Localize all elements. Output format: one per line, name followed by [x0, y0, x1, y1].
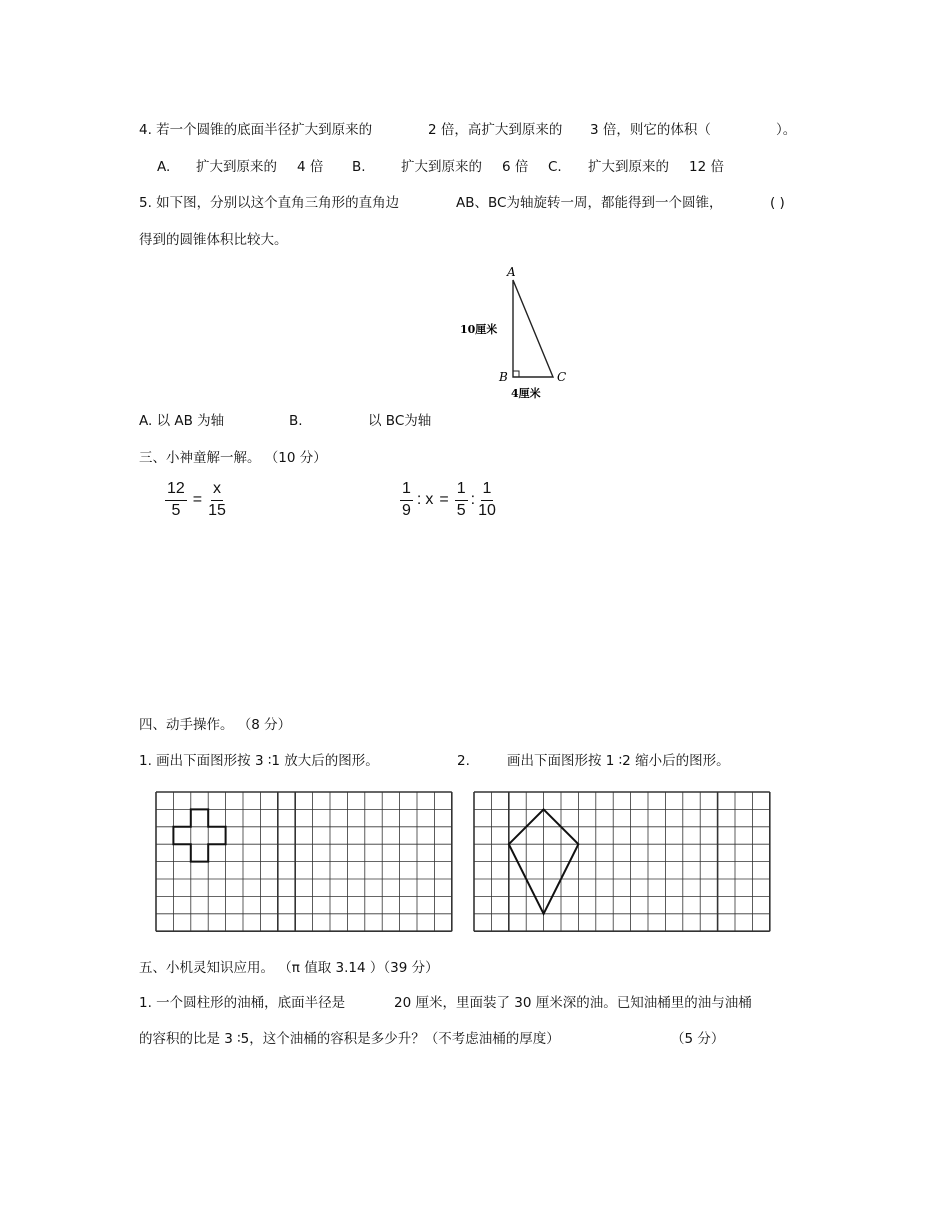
- numerator: 12: [165, 481, 187, 501]
- q4-option-b-text: 扩大到原来的: [401, 159, 482, 175]
- q5-option-a: A. 以 AB 为轴: [139, 413, 225, 429]
- equals-sign: =: [439, 491, 449, 509]
- q4-stem-c: 3 倍，则它的体积（: [590, 122, 711, 138]
- vertex-a-label: A: [507, 265, 516, 279]
- q4-option-c-num: 12 倍: [689, 159, 724, 175]
- q5-option-b-letter: B.: [289, 413, 303, 429]
- equals-sign: =: [192, 491, 203, 509]
- numerator: 1: [455, 481, 468, 501]
- colon: :: [470, 491, 476, 509]
- q4-option-b-num: 6 倍: [502, 159, 529, 175]
- section4-title: 四、动手操作。 （8 分）: [139, 717, 292, 733]
- vertex-b-label: B: [499, 370, 508, 384]
- q5-answer-paren: ( ): [770, 195, 785, 211]
- side-bc-label: 4厘米: [511, 387, 541, 400]
- denominator: 5: [456, 501, 466, 519]
- cross-shape: [173, 809, 225, 861]
- grid-left: [154, 790, 456, 934]
- equation-1: [163, 481, 228, 520]
- section3-title: 三、小神童解一解。 （10 分）: [139, 450, 327, 466]
- denominator: 10: [478, 501, 496, 519]
- task2-instruction: 画出下面图形按 1 ∶2 缩小后的图形。: [507, 753, 730, 769]
- q4-option-a-text: 扩大到原来的: [196, 159, 277, 175]
- numerator: x: [211, 481, 223, 501]
- q4-stem-d: ）。: [776, 122, 797, 138]
- denominator: 15: [208, 501, 226, 519]
- grid-right: [472, 790, 774, 934]
- fraction-12-5: [165, 481, 187, 520]
- denominator: 9: [402, 501, 411, 519]
- q4-option-b-letter: B.: [352, 159, 366, 175]
- unknown-x: x: [425, 491, 434, 509]
- denominator: 5: [171, 501, 181, 519]
- fraction-1-10: [478, 481, 496, 520]
- q5-stem-line2: 得到的圆锥体积比较大。: [139, 232, 288, 248]
- fraction-1-5: [455, 481, 468, 520]
- q4-option-c-text: 扩大到原来的: [588, 159, 669, 175]
- q4-option-a-num: 4 倍: [297, 159, 324, 175]
- equation-2: [398, 481, 498, 520]
- q4-option-a-letter: A.: [157, 159, 171, 175]
- q5-stem-b: AB、BC为轴旋转一周，都能得到一个圆锥，: [456, 195, 723, 211]
- right-triangle-figure: [455, 264, 605, 404]
- q4-stem-b: 2 倍，高扩大到原来的: [428, 122, 563, 138]
- s5-q1-line1-a: 1. 一个圆柱形的油桶，底面半径是: [139, 995, 346, 1011]
- section5-title: 五、小机灵知识应用。 （π 值取 3.14 ）（39 分）: [139, 960, 439, 976]
- numerator: 1: [481, 481, 494, 501]
- q5-option-b-text: 以 BC为轴: [368, 413, 432, 429]
- q4-option-c-letter: C.: [548, 159, 562, 175]
- fraction-x-15: [208, 481, 226, 520]
- colon: :: [416, 491, 422, 509]
- s5-q1-line2-b: （5 分）: [671, 1031, 725, 1047]
- task2-number: 2.: [457, 753, 470, 769]
- fraction-1-9: [400, 481, 413, 520]
- vertex-c-label: C: [557, 370, 567, 384]
- s5-q1-line1-b: 20 厘米，里面装了 30 厘米深的油。已知油桶里的油与油桶: [394, 995, 752, 1011]
- s5-q1-line2-a: 的容积的比是 3 ∶5，这个油桶的容积是多少升？（不考虑油桶的厚度）: [139, 1031, 560, 1047]
- q5-stem-a: 5. 如下图，分别以这个直角三角形的直角边: [139, 195, 400, 211]
- side-ab-label: 10厘米: [460, 323, 498, 336]
- numerator: 1: [400, 481, 413, 501]
- q4-stem-a: 4. 若一个圆锥的底面半径扩大到原来的: [139, 122, 373, 138]
- task1-instruction: 1. 画出下面图形按 3 ∶1 放大后的图形。: [139, 753, 379, 769]
